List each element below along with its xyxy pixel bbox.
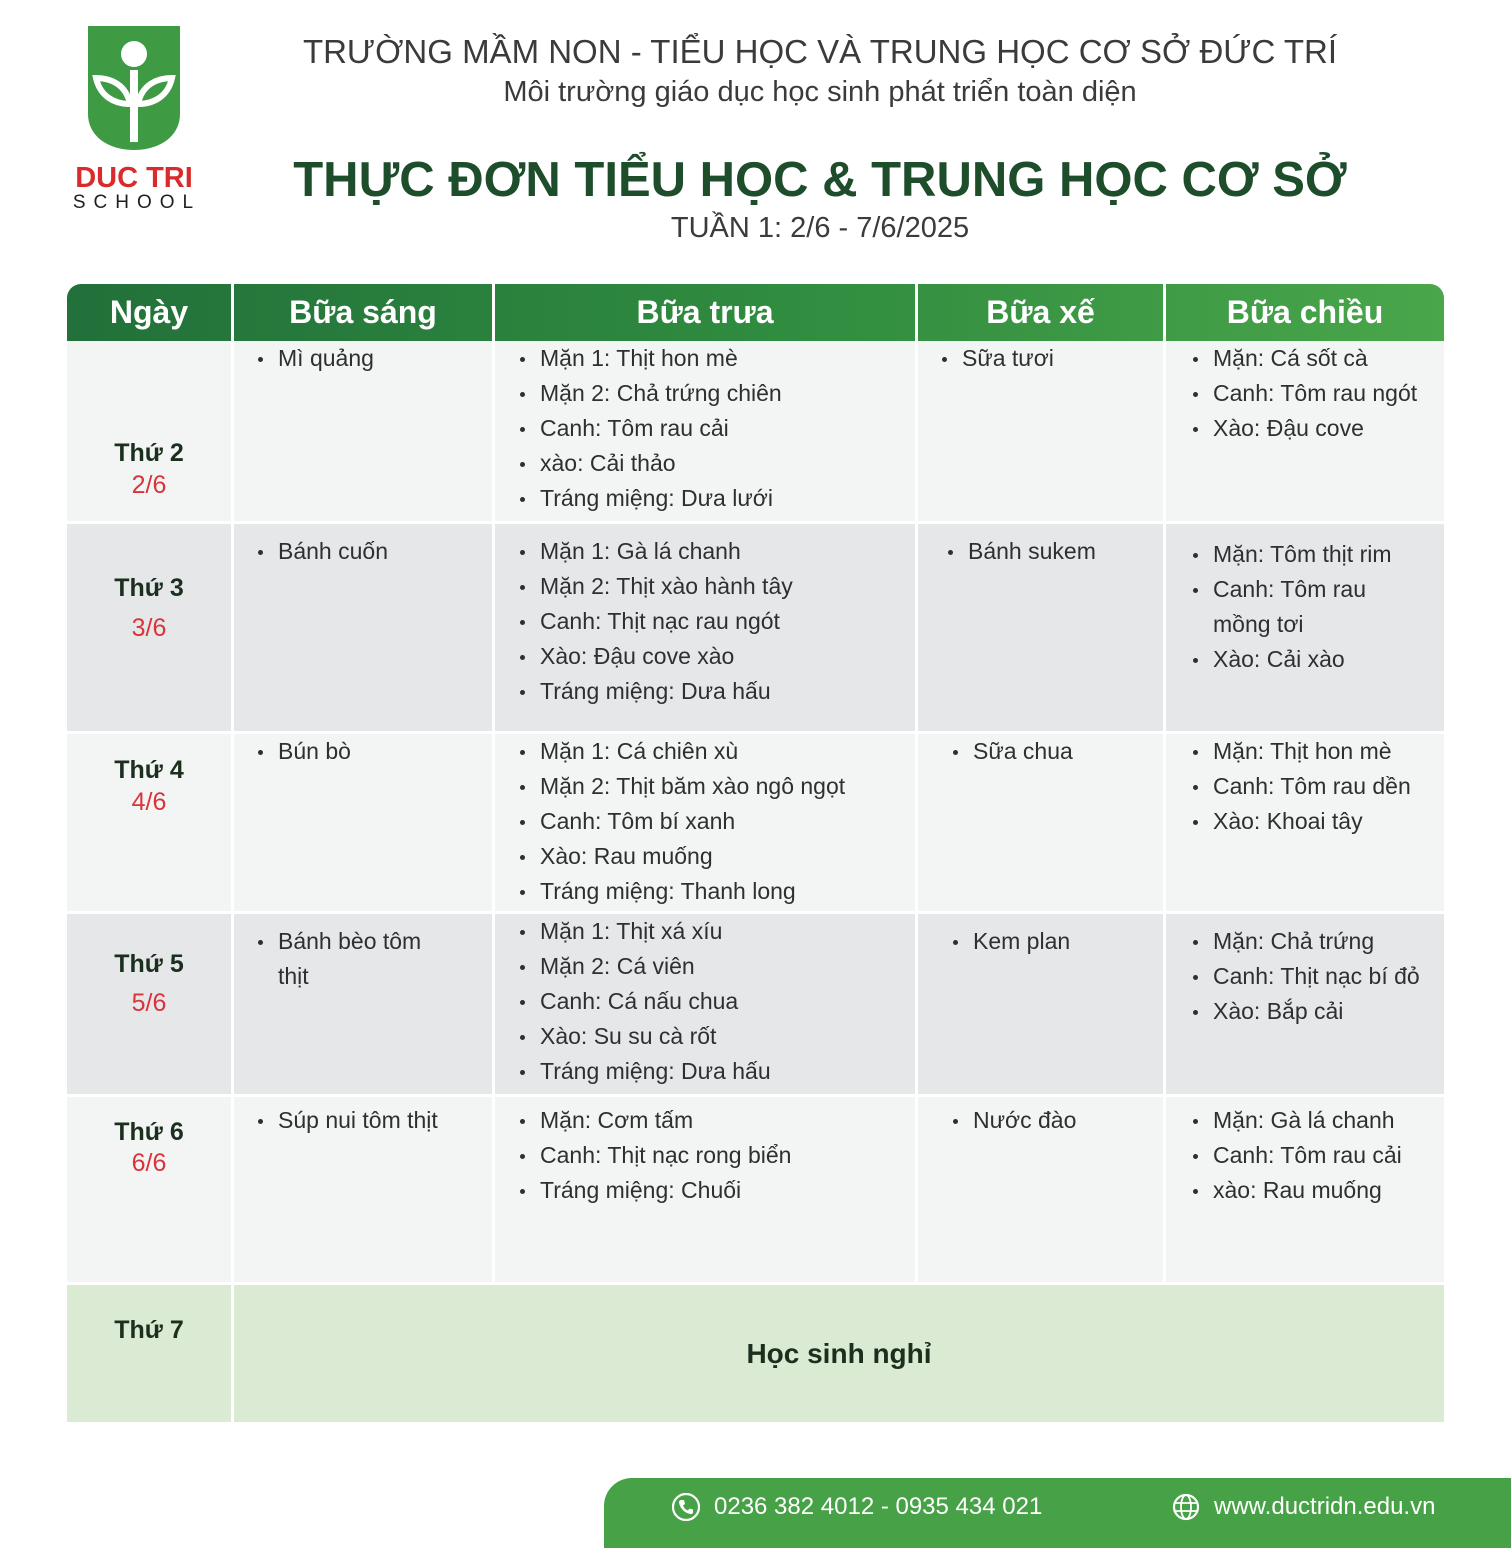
- table-header: [67, 284, 1444, 341]
- phone-text: 0236 382 4012 - 0935 434 021: [714, 1493, 1043, 1520]
- week-range: TUẦN 1: 2/6 - 7/6/2025: [670, 212, 970, 244]
- list-item: xào: Rau muống: [1193, 1173, 1402, 1208]
- lunch-list: [520, 734, 845, 909]
- snack-cell: [918, 1097, 1166, 1282]
- list-item: Tráng miệng: Chuối: [520, 1173, 791, 1208]
- list-item: Mặn: Tôm thịt rim: [1193, 537, 1423, 572]
- day-name: Thứ 5: [114, 950, 184, 978]
- list-item: xào: Cải thảo: [520, 446, 782, 481]
- lunch-cell: [495, 524, 918, 731]
- school-shield-icon: [88, 26, 180, 150]
- list-item: Canh: Thịt nạc rong biển: [520, 1138, 791, 1173]
- logo-subtitle: SCHOOL: [72, 192, 202, 213]
- list-item: Canh: Thịt nạc rau ngót: [520, 604, 793, 639]
- list-item: Tráng miệng: Dưa hấu: [520, 674, 793, 709]
- list-item: Xào: Đậu cove xào: [520, 639, 793, 674]
- day-date: 4/6: [131, 788, 167, 816]
- list-item: Mặn: Gà lá chanh: [1193, 1103, 1402, 1138]
- lunch-cell: [495, 914, 918, 1094]
- day-name: Thứ 4: [114, 756, 184, 784]
- saturday-note: Học sinh nghỉ: [746, 1338, 932, 1369]
- day-date: 2/6: [131, 471, 167, 499]
- phone-icon: [670, 1491, 702, 1523]
- list-item: Canh: Thịt nạc bí đỏ: [1193, 959, 1423, 994]
- table-row: [67, 521, 1444, 731]
- lunch-list: [520, 341, 782, 516]
- list-item: Xào: Bắp cải: [1193, 994, 1423, 1029]
- list-item: Mặn 2: Chả trứng chiên: [520, 376, 782, 411]
- list-item: Nước đào: [953, 1103, 1076, 1138]
- list-item: Bánh bèo tôm thịt: [258, 924, 458, 994]
- list-item: Mì quảng: [258, 341, 374, 376]
- day-date: 5/6: [131, 989, 167, 1017]
- snack-list: [953, 1103, 1076, 1138]
- list-item: Mặn: Thịt hon mè: [1193, 734, 1411, 769]
- dinner-cell: [1166, 914, 1444, 1094]
- snack-cell: [918, 341, 1166, 521]
- table-row: [67, 731, 1444, 911]
- snack-cell: [918, 914, 1166, 1094]
- lunch-list: [520, 1103, 791, 1208]
- logo-name: DUC TRI: [75, 162, 193, 194]
- list-item: Canh: Tôm rau dền: [1193, 769, 1411, 804]
- list-item: Mặn: Chả trứng: [1193, 924, 1423, 959]
- dinner-list: [1193, 924, 1423, 1029]
- list-item: Xào: Rau muống: [520, 839, 845, 874]
- list-item: Súp nui tôm thịt: [258, 1103, 438, 1138]
- day-name: Thứ 7: [114, 1316, 184, 1344]
- list-item: Mặn 2: Cá viên: [520, 949, 771, 984]
- breakfast-cell: [234, 734, 495, 911]
- breakfast-cell: [234, 341, 495, 521]
- list-item: Mặn: Cá sốt cà: [1193, 341, 1417, 376]
- table-row: [67, 1094, 1444, 1282]
- lunch-list: [520, 534, 793, 709]
- list-item: Canh: Tôm rau cải: [520, 411, 782, 446]
- breakfast-cell: [234, 524, 495, 731]
- list-item: Bánh cuốn: [258, 534, 388, 569]
- column-header-dinner: Bữa chiều: [1226, 294, 1384, 330]
- column-header-day: Ngày: [67, 284, 234, 341]
- list-item: Mặn 1: Gà lá chanh: [520, 534, 793, 569]
- day-name: Thứ 3: [114, 574, 184, 602]
- list-item: Bún bò: [258, 734, 351, 769]
- dinner-list: [1193, 1103, 1402, 1208]
- column-header-snack: Bữa xế: [918, 284, 1166, 341]
- day-cell: [67, 524, 234, 731]
- list-item: Sữa chua: [953, 734, 1073, 769]
- breakfast-list: [258, 534, 388, 569]
- list-item: Tráng miệng: Thanh long: [520, 874, 845, 909]
- list-item: Bánh sukem: [948, 534, 1096, 569]
- snack-cell: [918, 524, 1166, 731]
- breakfast-list: [258, 924, 458, 994]
- list-item: Canh: Cá nấu chua: [520, 984, 771, 1019]
- day-cell: [67, 914, 234, 1094]
- list-item: Mặn 1: Cá chiên xù: [520, 734, 845, 769]
- breakfast-cell: [234, 914, 495, 1094]
- breakfast-list: [258, 734, 351, 769]
- list-item: Mặn 2: Thịt băm xào ngô ngọt: [520, 769, 845, 804]
- day-name: Thứ 6: [114, 1118, 184, 1146]
- snack-list: [953, 734, 1073, 769]
- footer-contact-bar: [604, 1478, 1511, 1548]
- website-text: www.ductridn.edu.vn: [1214, 1493, 1436, 1520]
- dinner-list: [1193, 341, 1417, 446]
- list-item: Canh: Tôm rau mồng tơi: [1193, 572, 1423, 642]
- lunch-cell: [495, 1097, 918, 1282]
- list-item: Canh: Tôm rau ngót: [1193, 376, 1417, 411]
- list-item: Xào: Khoai tây: [1193, 804, 1411, 839]
- breakfast-list: [258, 341, 374, 376]
- lunch-list: [520, 914, 771, 1089]
- list-item: Mặn 1: Thịt xá xíu: [520, 914, 771, 949]
- list-item: Canh: Tôm rau cải: [1193, 1138, 1402, 1173]
- day-date: 3/6: [131, 614, 167, 642]
- school-slogan: Môi trường giáo dục học sinh phát triển toàn diện: [503, 76, 1137, 108]
- lunch-cell: [495, 734, 918, 911]
- dinner-list: [1193, 734, 1411, 839]
- column-header-breakfast: Bữa sáng: [234, 284, 495, 341]
- school-name: TRƯỜNG MẦM NON - TIỂU HỌC VÀ TRUNG HỌC CƠ SỞ ĐỨC TRÍ: [302, 33, 1338, 70]
- dinner-cell: [1166, 1097, 1444, 1282]
- dinner-cell: [1166, 734, 1444, 911]
- footer-website[interactable]: [1170, 1478, 1435, 1536]
- day-cell: [67, 1285, 234, 1422]
- breakfast-list: [258, 1103, 438, 1138]
- column-header-lunch: Bữa trưa: [495, 284, 918, 341]
- day-name: Thứ 2: [114, 439, 184, 467]
- day-cell: [67, 1097, 234, 1282]
- snack-cell: [918, 734, 1166, 911]
- list-item: Sữa tươi: [942, 341, 1054, 376]
- table-row: [67, 911, 1444, 1094]
- list-item: Xào: Su su cà rốt: [520, 1019, 771, 1054]
- snack-list: [953, 924, 1070, 959]
- dinner-list: [1193, 537, 1423, 677]
- snack-list: [948, 534, 1096, 569]
- footer-phone[interactable]: [670, 1478, 1042, 1536]
- day-cell: [67, 341, 234, 521]
- list-item: Kem plan: [953, 924, 1070, 959]
- dinner-cell: [1166, 524, 1444, 731]
- list-item: Xào: Đậu cove: [1193, 411, 1417, 446]
- table-row: [67, 341, 1444, 521]
- list-item: Tráng miệng: Dưa lưới: [520, 481, 782, 516]
- day-cell: [67, 734, 234, 911]
- day-date: 6/6: [131, 1149, 167, 1177]
- list-item: Xào: Cải xào: [1193, 642, 1423, 677]
- page-title: THỰC ĐƠN TIỂU HỌC & TRUNG HỌC CƠ SỞ: [293, 153, 1347, 207]
- lunch-cell: [495, 341, 918, 521]
- breakfast-cell: [234, 1097, 495, 1282]
- snack-list: [942, 341, 1054, 376]
- list-item: Mặn: Cơm tấm: [520, 1103, 791, 1138]
- menu-table: [67, 284, 1444, 1422]
- list-item: Mặn 2: Thịt xào hành tây: [520, 569, 793, 604]
- globe-icon: [1170, 1491, 1202, 1523]
- list-item: Mặn 1: Thịt hon mè: [520, 341, 782, 376]
- school-logo: [64, 24, 204, 214]
- list-item: Tráng miệng: Dưa hấu: [520, 1054, 771, 1089]
- list-item: Canh: Tôm bí xanh: [520, 804, 845, 839]
- table-row-saturday: [67, 1282, 1444, 1422]
- dinner-cell: [1166, 341, 1444, 521]
